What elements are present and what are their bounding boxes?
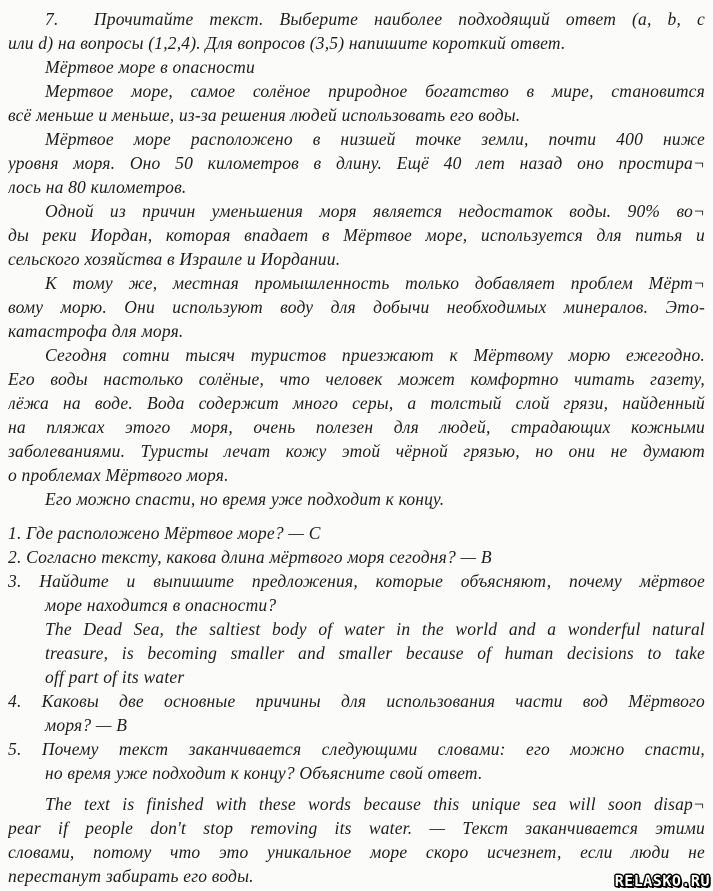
text-line: pear if people don't stop removing its water. — Текст заканчивается этими xyxy=(8,818,705,838)
paragraph-block xyxy=(8,199,705,271)
text-line: или d) на вопросы (1,2,4). Для вопросов (3,5) напишите короткий ответ. xyxy=(8,33,566,53)
text-line: но время уже подходит к концу? Объясните свой ответ. xyxy=(45,763,483,783)
text-line: 4. Каковы две основные причины для использования части вод Мёртвого xyxy=(8,691,705,711)
question-block xyxy=(8,689,705,737)
text-line: заболеваниями. Туристы лечат кожу этой чёрной грязью, но они не думают xyxy=(8,441,705,461)
text-line: катастрофа для моря. xyxy=(8,321,184,341)
text-line: Мертвое море, самое солёное природное богатство в мире, становится xyxy=(45,81,705,101)
text-line: The text is finished with these words because this unique sea will soon disap¬ xyxy=(45,794,705,814)
answer-block xyxy=(8,617,705,689)
text-line: The Dead Sea, the saltiest body of water in the world and a wonderful natural xyxy=(45,619,705,639)
paragraph-block xyxy=(8,792,705,888)
text-line: моря? — В xyxy=(45,715,128,735)
site-watermark: RELASKO.RU xyxy=(614,872,710,890)
text-line: Одной из причин уменьшения моря является недостаток воды. 90% во¬ xyxy=(45,201,705,221)
paragraph-block xyxy=(8,55,705,79)
question-block xyxy=(8,521,705,545)
question-block xyxy=(8,569,705,617)
text-line: перестанут забирать его воды. xyxy=(8,866,254,886)
text-line: словами, потому что это уникальное море скоро исчезнет, если люди не xyxy=(8,842,705,862)
text-line: Мёртвое море расположено в низшей точке земли, почти 400 ниже xyxy=(45,129,705,149)
question-block xyxy=(8,545,705,569)
paragraph-block xyxy=(8,7,705,55)
text-line: сельского хозяйства в Израиле и Иордании. xyxy=(8,249,341,269)
text-line: Мёртвое море в опасности xyxy=(45,57,255,77)
paragraph-block xyxy=(8,127,705,199)
text-line: лось на 80 километров. xyxy=(8,177,187,197)
paragraph-block xyxy=(8,487,705,511)
paragraph-block xyxy=(8,271,705,343)
text-line: лёжа на воде. Вода содержит много серы, а толстый слой грязи, найденный xyxy=(8,393,705,413)
text-line: 7. Прочитайте текст. Выберите наиболее подходящий ответ (a, b, c xyxy=(45,9,705,29)
text-line: уровня моря. Оно 50 километров в длину. Ещё 40 лет назад оно простира¬ xyxy=(8,153,705,173)
text-line: море находится в опасности? xyxy=(45,595,277,615)
text-line: off part of its water xyxy=(45,667,185,687)
text-line: Его воды настолько солёные, что человек может комфортно читать газету, xyxy=(8,369,705,389)
text-line: 5. Почему текст заканчивается следующими словами: его можно спасти, xyxy=(8,739,705,759)
text-line: 3. Найдите и выпишите предложения, которые объясняют, почему мёртвое xyxy=(8,571,705,591)
text-line: 2. Согласно тексту, какова длина мёртвого моря сегодня? — В xyxy=(8,547,492,567)
text-line: Его можно спасти, но время уже подходит к концу. xyxy=(45,489,445,509)
paragraph-block xyxy=(8,79,705,127)
paragraph-block xyxy=(8,343,705,487)
text-line: о проблемах Мёртвого моря. xyxy=(8,465,229,485)
text-line: ды реки Иордан, которая впадает в Мёртвое море, используется для питья и xyxy=(8,225,705,245)
question-block xyxy=(8,737,705,785)
document-text xyxy=(8,7,705,888)
text-line: всё меньше и меньше, из-за решения людей использовать его воды. xyxy=(8,105,521,125)
text-line: на пляжах этого моря, очень полезен для людей, страдающих кожными xyxy=(8,417,705,437)
text-line: вому морю. Они используют воду для добычи необходимых минералов. Это- xyxy=(8,297,705,317)
text-line: treasure, is becoming smaller and smaller because of human decisions to take xyxy=(45,643,705,663)
text-line: Сегодня сотни тысяч туристов приезжают к Мёртвому морю ежегодно. xyxy=(45,345,705,365)
text-line: 1. Где расположено Мёртвое море? — С xyxy=(8,523,321,543)
text-line: К тому же, местная промышленность только добавляет проблем Мёрт¬ xyxy=(45,273,705,293)
